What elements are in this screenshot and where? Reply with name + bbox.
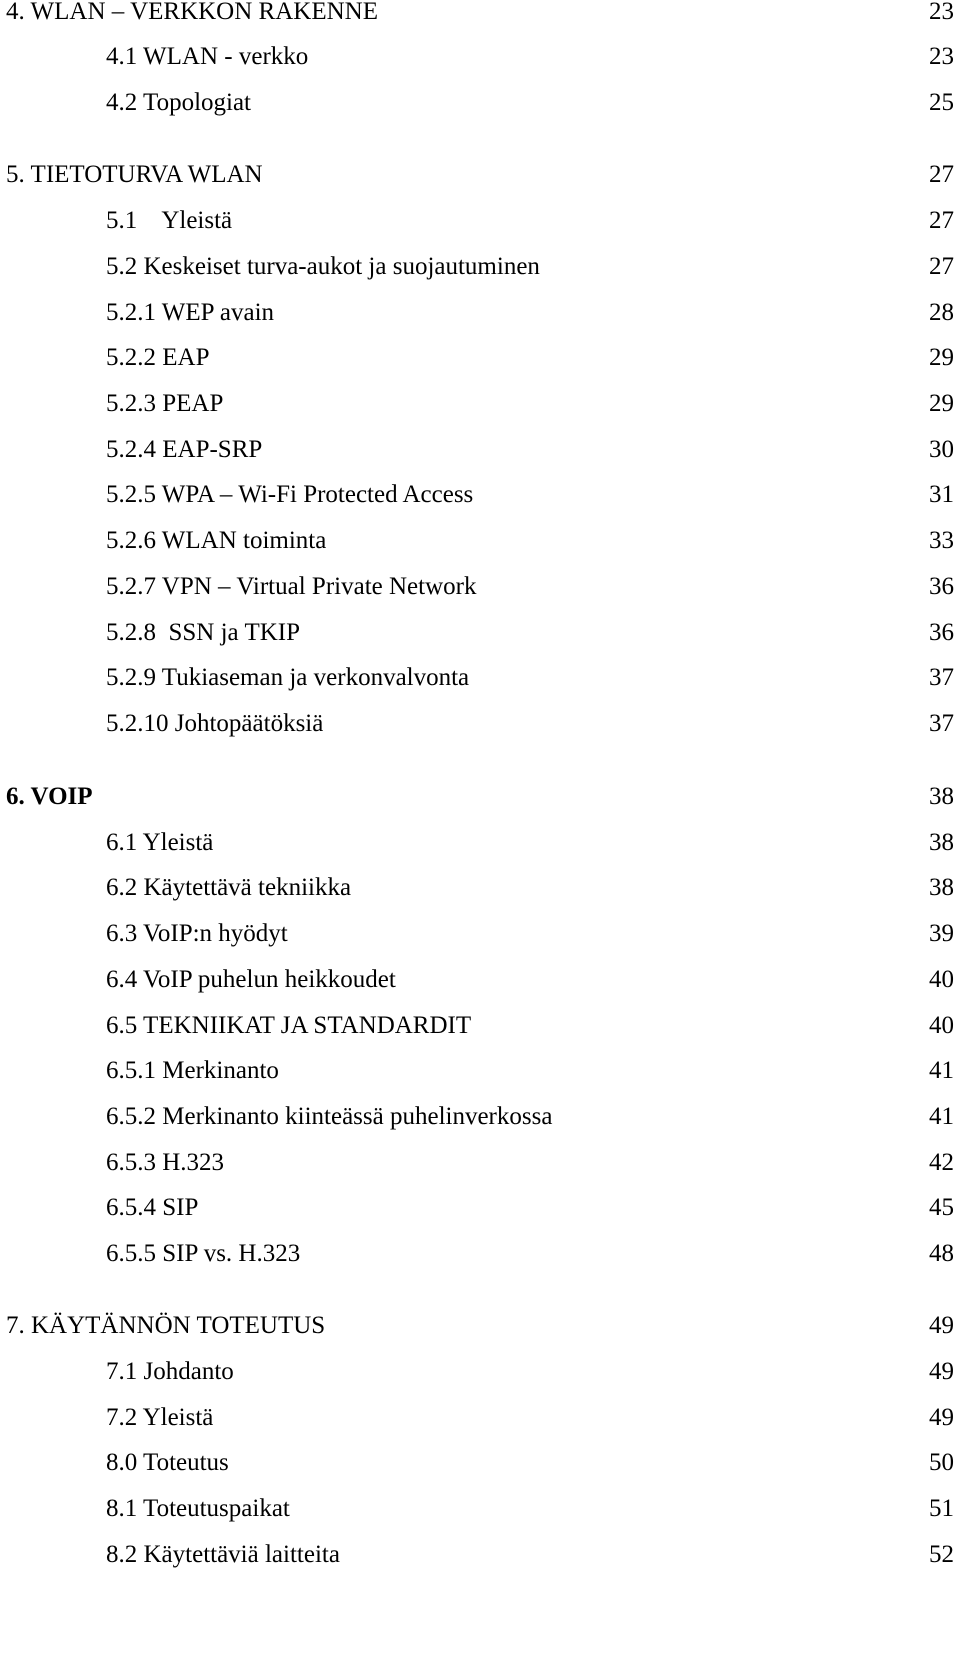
- toc-entry-page: 37: [929, 710, 954, 737]
- toc-entry-title: 5.1 Yleistä: [106, 207, 233, 234]
- toc-entry-page: 45: [929, 1194, 954, 1221]
- toc-entry: [0, 342, 960, 374]
- toc-entry-page: 31: [929, 481, 954, 508]
- toc-entry-title: 5.2.3 PEAP: [106, 390, 224, 417]
- toc-entry-page: 27: [929, 253, 954, 280]
- toc-entry-title: 6.5.3 H.323: [106, 1149, 225, 1176]
- toc-entry-title: 5.2.2 EAP: [106, 344, 210, 371]
- toc-entry-title: 5.2.8 SSN ja TKIP: [106, 619, 301, 646]
- toc-entry: [0, 1539, 960, 1571]
- toc-entry-page: 42: [929, 1149, 954, 1176]
- toc-entry-title: 4. WLAN – VERKKON RAKENNE: [6, 0, 378, 25]
- toc-entry: [0, 251, 960, 283]
- toc-entry-page: 52: [929, 1541, 954, 1568]
- toc-entry-title: 4.2 Topologiat: [106, 89, 252, 116]
- toc-entry-page: 51: [929, 1495, 954, 1522]
- toc-entry-page: 23: [929, 0, 954, 25]
- toc-entry: [0, 571, 960, 603]
- toc-entry-page: 48: [929, 1240, 954, 1267]
- toc-entry: [0, 87, 960, 119]
- toc-entry-page: 33: [929, 527, 954, 554]
- toc-entry-page: 27: [929, 207, 954, 234]
- toc-entry-title: 7.1 Johdanto: [106, 1358, 234, 1385]
- toc-entry: [0, 708, 960, 740]
- toc-entry: [0, 388, 960, 420]
- toc-entry-title: 5.2.5 WPA – Wi-Fi Protected Access: [106, 481, 474, 508]
- toc-entry-page: 49: [929, 1358, 954, 1385]
- toc-entry-title: 5.2.9 Tukiaseman ja verkonvalvonta: [106, 664, 470, 691]
- toc-entry: [0, 1010, 960, 1042]
- toc-entry: [0, 872, 960, 904]
- toc-entry-title: 8.1 Toteutuspaikat: [106, 1495, 290, 1522]
- toc-entry-title: 5. TIETOTURVA WLAN: [6, 161, 263, 188]
- toc-entry-page: 27: [929, 161, 954, 188]
- toc-entry: [0, 0, 960, 28]
- toc-entry-title: 6.5.1 Merkinanto: [106, 1057, 279, 1084]
- toc-entry-title: 5.2.7 VPN – Virtual Private Network: [106, 573, 477, 600]
- toc-entry-page: 37: [929, 664, 954, 691]
- toc-entry-page: 29: [929, 390, 954, 417]
- toc-entry-page: 41: [929, 1103, 954, 1130]
- toc-entry-title: 6.3 VoIP:n hyödyt: [106, 920, 288, 947]
- toc-entry: [0, 827, 960, 859]
- toc-entry-page: 28: [929, 299, 954, 326]
- toc-entry: [0, 434, 960, 466]
- toc-entry: [0, 781, 960, 813]
- toc-entry: [0, 205, 960, 237]
- toc-entry-page: 29: [929, 344, 954, 371]
- toc-entry-title: 6.2 Käytettävä tekniikka: [106, 874, 352, 901]
- toc-entry-page: 50: [929, 1449, 954, 1476]
- toc-entry-title: 5.2.1 WEP avain: [106, 299, 275, 326]
- toc-entry-title: 5.2 Keskeiset turva-aukot ja suojautuminen: [106, 253, 540, 280]
- toc-entry: [0, 1493, 960, 1525]
- toc-entry-page: 40: [929, 1012, 954, 1039]
- toc-entry-title: 6.5.5 SIP vs. H.323: [106, 1240, 301, 1267]
- toc-entry: [0, 41, 960, 73]
- toc-entry: [0, 525, 960, 557]
- toc-entry: [0, 918, 960, 950]
- toc-entry: [0, 1402, 960, 1434]
- toc-entry-page: 41: [929, 1057, 954, 1084]
- toc-entry: [0, 662, 960, 694]
- toc-entry-title: 7.2 Yleistä: [106, 1404, 214, 1431]
- toc-entry-page: 39: [929, 920, 954, 947]
- toc-entry: [0, 297, 960, 329]
- toc-entry-page: 38: [929, 783, 954, 810]
- toc-entry-title: 8.2 Käytettäviä laitteita: [106, 1541, 340, 1568]
- toc-entry: [0, 159, 960, 191]
- toc-entry: [0, 1356, 960, 1388]
- toc-entry-title: 6.5.4 SIP: [106, 1194, 199, 1221]
- toc-entry-title: 4.1 WLAN - verkko: [106, 43, 309, 70]
- toc-entry: [0, 1055, 960, 1087]
- toc-entry-page: 38: [929, 829, 954, 856]
- toc-entry-title: 6.1 Yleistä: [106, 829, 214, 856]
- toc-entry-title: 5.2.10 Johtopäätöksiä: [106, 710, 324, 737]
- toc-entry: [0, 617, 960, 649]
- toc-entry: [0, 1238, 960, 1270]
- toc-entry-title: 6.4 VoIP puhelun heikkoudet: [106, 966, 396, 993]
- toc-entry-page: 36: [929, 573, 954, 600]
- toc-entry-page: 49: [929, 1312, 954, 1339]
- toc-entry-page: 23: [929, 43, 954, 70]
- toc-entry-page: 40: [929, 966, 954, 993]
- toc-entry: [0, 479, 960, 511]
- toc-entry-title: 7. KÄYTÄNNÖN TOTEUTUS: [6, 1312, 326, 1339]
- toc-entry-title: 6. VOIP: [6, 783, 93, 810]
- toc-entry: [0, 1447, 960, 1479]
- toc-entry: [0, 1101, 960, 1133]
- toc-entry-page: 38: [929, 874, 954, 901]
- toc-entry: [0, 1147, 960, 1179]
- toc-entry-title: 5.2.6 WLAN toiminta: [106, 527, 327, 554]
- toc-entry-title: 5.2.4 EAP-SRP: [106, 436, 263, 463]
- toc-entry-page: 30: [929, 436, 954, 463]
- toc-entry-title: 6.5 TEKNIIKAT JA STANDARDIT: [106, 1012, 472, 1039]
- toc-entry-title: 8.0 Toteutus: [106, 1449, 229, 1476]
- toc-entry-page: 36: [929, 619, 954, 646]
- toc-entry: [0, 1310, 960, 1342]
- toc-entry-page: 25: [929, 89, 954, 116]
- toc-entry-page: 49: [929, 1404, 954, 1431]
- toc-entry: [0, 1192, 960, 1224]
- toc-entry-title: 6.5.2 Merkinanto kiinteässä puhelinverkossa: [106, 1103, 553, 1130]
- toc-entry: [0, 964, 960, 996]
